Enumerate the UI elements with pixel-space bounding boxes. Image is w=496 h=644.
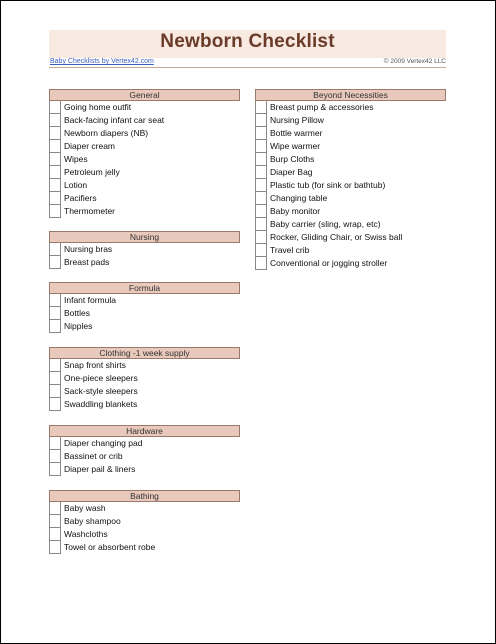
checkbox[interactable] (255, 140, 267, 153)
section-clothing (49, 347, 240, 411)
checklist-item-label: Breast pads (64, 257, 110, 267)
checklist-item-label: Bassinet or crib (64, 451, 123, 461)
checkbox[interactable] (255, 192, 267, 205)
checklist-item (49, 320, 240, 333)
checkbox[interactable] (49, 398, 61, 411)
checkbox[interactable] (49, 515, 61, 528)
checklist-item-label: Breast pump & accessories (270, 102, 374, 112)
checklist-item (49, 114, 240, 127)
checkbox[interactable] (49, 502, 61, 515)
checklist-item (255, 231, 446, 244)
checklist-item (255, 192, 446, 205)
checklist-item (255, 205, 446, 218)
checklist-item-label: Conventional or jogging stroller (270, 258, 388, 268)
checkbox[interactable] (49, 153, 61, 166)
checkbox[interactable] (49, 528, 61, 541)
vertex42-link[interactable]: Baby Checklists by Vertex42.com (50, 58, 154, 65)
section-header: General (49, 89, 240, 101)
checklist-item (49, 450, 240, 463)
checklist-item (49, 385, 240, 398)
checklist-item-label: Swaddling blankets (64, 399, 138, 409)
checklist-item-label: Nursing bras (64, 244, 113, 254)
checkbox[interactable] (49, 166, 61, 179)
checkbox[interactable] (255, 218, 267, 231)
checkbox[interactable] (49, 205, 61, 218)
checklist-item (255, 218, 446, 231)
section-general (49, 89, 240, 218)
checklist-item (49, 101, 240, 114)
checklist-item (49, 515, 240, 528)
checklist-item (49, 205, 240, 218)
section-formula (49, 282, 240, 333)
checkbox[interactable] (49, 256, 61, 269)
checklist-item-label: Sack-style sleepers (64, 386, 138, 396)
checkbox[interactable] (255, 153, 267, 166)
checklist-item-label: Lotion (64, 180, 88, 190)
checklist-item (255, 166, 446, 179)
checklist-item (255, 244, 446, 257)
checklist-item-label: Rocker, Gliding Chair, or Swiss ball (270, 232, 403, 242)
checklist-item (255, 257, 446, 270)
checklist-item-label: Baby monitor (270, 206, 321, 216)
checklist-item-label: Washcloths (64, 529, 108, 539)
section-beyond-necessities (255, 89, 446, 270)
checklist-item (255, 153, 446, 166)
checklist-item-label: Nursing Pillow (270, 115, 324, 125)
checklist-item (49, 243, 240, 256)
checkbox[interactable] (49, 437, 61, 450)
checklist-item (49, 179, 240, 192)
checkbox[interactable] (49, 243, 61, 256)
checklist-item-label: Baby shampoo (64, 516, 121, 526)
header-divider (49, 67, 446, 68)
checkbox[interactable] (49, 179, 61, 192)
checkbox[interactable] (255, 179, 267, 192)
checklist-item (49, 307, 240, 320)
checklist-item (49, 153, 240, 166)
checkbox[interactable] (49, 127, 61, 140)
checklist-item (49, 372, 240, 385)
checklist-item-label: Diaper changing pad (64, 438, 143, 448)
checkbox[interactable] (255, 166, 267, 179)
checklist-item (49, 166, 240, 179)
checkbox[interactable] (255, 205, 267, 218)
checklist-item-label: Diaper Bag (270, 167, 313, 177)
checklist-item (49, 140, 240, 153)
checklist-item-label: Burp Cloths (270, 154, 315, 164)
checklist-item (49, 463, 240, 476)
checkbox[interactable] (49, 372, 61, 385)
section-header: Bathing (49, 490, 240, 502)
checklist-item (49, 359, 240, 372)
checklist-item-label: Diaper pail & liners (64, 464, 136, 474)
checklist-item (255, 127, 446, 140)
checklist-item-label: Thermometer (64, 206, 116, 216)
checklist-item-label: Diaper cream (64, 141, 116, 151)
checklist-item-label: Back-facing infant car seat (64, 115, 165, 125)
checklist-item (49, 528, 240, 541)
checkbox[interactable] (49, 463, 61, 476)
copyright-text: © 2009 Vertex42 LLC (383, 58, 446, 65)
checklist-item (255, 179, 446, 192)
section-header: Formula (49, 282, 240, 294)
section-header: Hardware (49, 425, 240, 437)
section-header: Beyond Necessities (255, 89, 446, 101)
checkbox[interactable] (49, 450, 61, 463)
checkbox[interactable] (49, 192, 61, 205)
checkbox[interactable] (255, 114, 267, 127)
checklist-item-label: Bottles (64, 308, 90, 318)
section-hardware (49, 425, 240, 476)
checklist-item (49, 502, 240, 515)
checkbox[interactable] (255, 244, 267, 257)
checklist-item-label: Bottle warmer (270, 128, 323, 138)
checkbox[interactable] (255, 231, 267, 244)
section-header: Clothing -1 week supply (49, 347, 240, 359)
checkbox[interactable] (49, 114, 61, 127)
checklist-item-label: Travel crib (270, 245, 310, 255)
checklist-item-label: Petroleum jelly (64, 167, 120, 177)
checkbox[interactable] (49, 307, 61, 320)
checklist-item (49, 256, 240, 269)
checklist-item-label: Towel or absorbent robe (64, 542, 156, 552)
checklist-item-label: Nipples (64, 321, 93, 331)
checklist-item (49, 127, 240, 140)
checkbox[interactable] (255, 127, 267, 140)
checkbox[interactable] (49, 294, 61, 307)
checkbox[interactable] (49, 359, 61, 372)
checklist-item-label: Newborn diapers (NB) (64, 128, 149, 138)
checklist-item-label: Snap front shirts (64, 360, 126, 370)
page-title: Newborn Checklist (160, 31, 335, 52)
checklist-item-label: Changing table (270, 193, 328, 203)
section-bathing (49, 490, 240, 554)
checkbox[interactable] (49, 541, 61, 554)
checklist-item-label: Going home outfit (64, 102, 132, 112)
checklist-item (49, 192, 240, 205)
section-header: Nursing (49, 231, 240, 243)
checklist-item-label: Wipes (64, 154, 88, 164)
checkbox[interactable] (49, 385, 61, 398)
checklist-item (49, 541, 240, 554)
checklist-item-label: Pacifiers (64, 193, 97, 203)
checklist-item-label: Plastic tub (for sink or bathtub) (270, 180, 386, 190)
section-nursing (49, 231, 240, 269)
checklist-item-label: Infant formula (64, 295, 116, 305)
checklist-item-label: Baby wash (64, 503, 106, 513)
checklist-item-label: Wipe warmer (270, 141, 321, 151)
checklist-item (49, 294, 240, 307)
checklist-item (49, 398, 240, 411)
checklist-item (49, 437, 240, 450)
checkbox[interactable] (49, 101, 61, 114)
checklist-item (255, 101, 446, 114)
checkbox[interactable] (49, 320, 61, 333)
checklist-item-label: One-piece sleepers (64, 373, 138, 383)
checklist-item (255, 140, 446, 153)
checklist-item (255, 114, 446, 127)
checkbox[interactable] (255, 101, 267, 114)
checklist-item-label: Baby carrier (sling, wrap, etc) (270, 219, 381, 229)
checkbox[interactable] (49, 140, 61, 153)
checkbox[interactable] (255, 257, 267, 270)
